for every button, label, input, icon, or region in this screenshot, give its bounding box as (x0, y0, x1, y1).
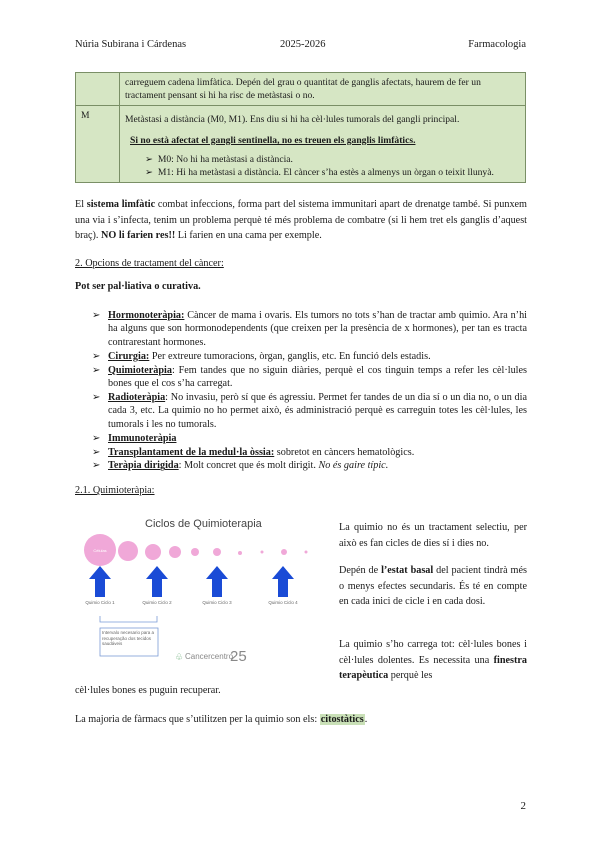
arrow-bullet-icon: ➢ (92, 446, 101, 458)
arrow-up-icon (146, 566, 168, 597)
cell-label: Células (93, 548, 107, 553)
cell-circle (261, 551, 264, 554)
selectivity-paragraph: La quimio no és un tractament selectiu, per això es fan cicles de dies sí i dies no. (339, 522, 527, 549)
m1-item: M1: Hi ha metàstasi a distància. El càncer s’ha estès a almenys un òrgan o teixit llunyà. (157, 167, 494, 178)
cell-circle (305, 551, 308, 554)
cell-circle (281, 549, 287, 555)
basal-state-paragraph: Depén de l’estat basal del pacient tindrà més o menys efectes secundaris. És té en compte en cada inici de cicle i en cada dosi. (339, 565, 527, 608)
cycle-label: Quimio Ciclo 1 (85, 600, 115, 605)
arrow-bullet-icon: ➢ (92, 310, 101, 321)
table-cell-text: carreguem cadena limfàtica. Depén del grau o quantitat de ganglis afectats, haurem de fer un tractament pensant si hi ha risc de metàstasi o no. (120, 73, 526, 106)
figure-title: Ciclos de Quimioterapia (145, 518, 262, 530)
cell-circle (169, 546, 181, 558)
cycle-label: Quimio Ciclo 3 (202, 600, 232, 605)
arrow-bullet-icon: ➢ (92, 364, 101, 376)
arrow-bullet-icon: ➢ (92, 460, 101, 472)
page-number: 2 (520, 800, 526, 812)
cytostatics-line: La majoria de fàrmacs que s’utilitzen per la quimio son els: citostàtics. (75, 714, 368, 725)
treatment-list (92, 309, 527, 473)
cycle-label: Quimio Ciclo 4 (268, 600, 298, 605)
logo-mark-icon: ♧ (175, 652, 184, 662)
table-cell-text (120, 106, 526, 183)
list-item: ➢ Immunoteràpia (92, 432, 177, 444)
section-heading: 2. Opcions de tractament del càncer: (75, 258, 224, 269)
table-cell-label (76, 73, 120, 106)
m-bullets (145, 153, 520, 179)
list-item: ➢ Radioteràpia: No invasiu, però sí que és agressiu. Permet fer tandes de un dia sí o un dia no, o un dia cada 3, etc. La quimio no ho permet això, és administració perquè es carreguin totes les cèl·lules, les tumorals i les no tumorals. (92, 391, 527, 430)
list-item: ➢ Hormonoteràpia: Càncer de mama i ovaris. Els tumors no tots s’han de tractar amb quimio. Ara n’hi ha alguns que son hormonodependents (que creixen per la presència de x hormones), per tan es tracta contrarestant hormones. (92, 310, 527, 348)
chemo-cycles-figure (80, 510, 325, 675)
interval-bracket (100, 616, 157, 622)
highlight-term: citostàtics (320, 714, 364, 725)
table-row (76, 106, 526, 183)
arrow-bullet-icon: ➢ (92, 432, 101, 444)
cell-circle (118, 541, 138, 561)
list-item: ➢ Teràpia dirigida: Molt concret que és molt dirigit. No és gaire típic. (92, 460, 389, 472)
table-row (76, 73, 526, 106)
arrow-up-icon (206, 566, 228, 597)
list-item: ➢ Quimioteràpia: Fem tandes que no siguin diàries, perquè el cos tinguin temps a refer les cèl·lules bones que el cos s’ha carregat. (92, 364, 527, 390)
m-definition: Metàstasi a distància (M0, M1). Ens diu si hi ha cèl·lules tumorals del gangli principal. (125, 114, 460, 125)
arrow-bullet-icon: ➢ (92, 350, 101, 362)
m0-item: M0: No hi ha metàstasi a distància. (157, 154, 293, 165)
subsection-heading: 2.1. Quimioteràpia: (75, 485, 155, 496)
tnm-table (75, 72, 526, 183)
arrow-up-icon (272, 566, 294, 597)
bold-term: sistema limfàtic (86, 199, 156, 210)
lymphatic-paragraph: El sistema limfàtic combat infeccions, forma part del sistema immunitari apart de drenatge també. Si punxem una via i s’infecta, tenim un problema perquè té més problema de combatre (si li hem tret els ganglis d’aquest braç). NO li farien res!! Li farien en una cama per exemple. (75, 199, 527, 241)
arrow-up-icon (89, 566, 111, 597)
bold-warning: NO li farien res!! (101, 230, 176, 241)
cycle-label: Quimio Ciclo 2 (142, 600, 172, 605)
table-cell-label: M (76, 106, 120, 183)
logo-text: Cancercentro (185, 652, 234, 661)
recovery-line: cèl·lules bones es puguin recuperar. (75, 685, 221, 696)
header-years: 2025-2026 (280, 39, 326, 50)
header-subject: Farmacologia (468, 39, 526, 50)
arrow-bullet-icon: ➢ (145, 167, 158, 178)
list-item: ➢ Transplantament de la medul·la òssia: sobretot en càncers hematològics. (92, 446, 415, 458)
cell-circle (213, 548, 221, 556)
list-item: ➢ Cirurgia: Per extreure tumoracions, òrgan, ganglis, etc. En funció dels estadis. (92, 350, 431, 362)
therapeutic-window-paragraph: La quimio s’ho carrega tot: cèl·lules bones i cèl·lules dolentes. Es necessita una finestra terapèutica perquè les (339, 639, 527, 682)
sentinel-note: Si no està afectat el gangli sentinella, no es treuen els ganglis limfàtics. (130, 135, 416, 146)
header-author: Núria Subirana i Cárdenas (75, 39, 187, 50)
arrow-bullet-icon: ➢ (92, 391, 101, 403)
logo-number: 25 (230, 648, 247, 665)
arrow-bullet-icon: ➢ (145, 154, 158, 165)
section-intro: Pot ser pal·liativa o curativa. (75, 281, 201, 292)
cell-circle (145, 544, 161, 560)
cell-circle (238, 551, 242, 555)
interval-note: Intervalo necesario para a recuperação dos tecidos saudáveis (102, 630, 155, 646)
cell-circle (191, 548, 199, 556)
